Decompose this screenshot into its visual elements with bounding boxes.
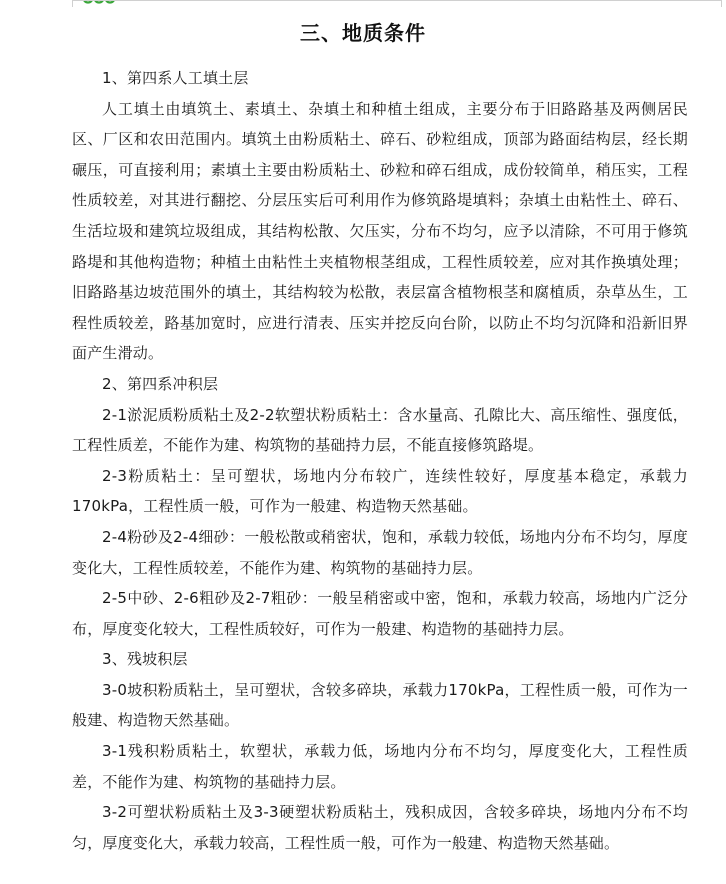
- previous-page-edge: [72, 0, 722, 7]
- paragraph: 2-1淤泥质粉质粘土及2-2软塑状粉质粘土：含水量高、孔隙比大、高压缩性、强度低，工程性质差，不能作为建、构筑物的基础持力层，不能直接修筑路堤。: [72, 405, 688, 455]
- paragraph: 2-4粉砂及2-4细砂：一般松散或稍密状，饱和，承载力较低，场地内分布不均匀，厚度变化大，工程性质较差，不能作为建、构筑物的基础持力层。: [72, 527, 688, 577]
- section-artificial-fill: [72, 63, 688, 369]
- paragraph: 3-1残积粉质粘土，软塑状，承载力低，场地内分布不均匀，厚度变化大，工程性质差，不能作为建、构筑物的基础持力层。: [72, 742, 688, 791]
- section-heading: 2、第四系冲积层: [102, 374, 219, 393]
- paragraph: 2-5中砂、2-6粗砂及2-7粗砂：一般呈稍密或中密，饱和，承载力较高，场地内广泛分布，厚度变化较大，工程性质较好，可作为一般建、构造物的基础持力层。: [72, 589, 688, 638]
- document-body: [72, 63, 688, 858]
- section-heading: 1、第四系人工填土层: [102, 69, 249, 87]
- paragraph: 2-3粉质粘土：呈可塑状，场地内分布较广，连续性较好，厚度基本稳定，承载力170kPa，工程性质一般，可作为一般建、构造物天然基础。: [72, 466, 688, 516]
- paragraph: 人工填土由填筑土、素填土、杂填土和种植土组成，主要分布于旧路路基及两侧居民区、厂区和农田范围内。填筑土由粉质粘土、碎石、砂粒组成，顶部为路面结构层，经长期碾压，可直接利用；素填土主要由粉质粘土、砂粒和碎石组成，成份较简单，稍压实，工程性质较差，对其进行翻挖、分层压实后可利用作为修筑路堤填料；杂填土由粘性土、碎石、生活垃圾和建筑垃圾组成，其结构松散、欠压实，分布不均匀，应予以清除，不可用于修筑路堤和其他构造物；种植土由粘性土夹植物根茎组成，工程性质较差，应对其作换填处理；旧路路基边坡范围外的填土，其结构较为松散，表层富含植物根茎和腐植质，杂草丛生，工程性质较差，路基加宽时，应进行清表、压实并挖反向台阶，以防止不均匀沉降和沿新旧界面产生滑动。: [72, 99, 688, 363]
- section-alluvial: [72, 369, 688, 644]
- paragraph: 3-0坡积粉质粘土，呈可塑状，含较多碎块，承载力170kPa，工程性质一般，可作为一般建、构造物天然基础。: [72, 680, 688, 730]
- page-title: 三、地质条件: [300, 21, 426, 46]
- logo-fragment-icon: [83, 0, 117, 7]
- section-residual-slope: [72, 644, 688, 858]
- paragraph: 3-2可塑状粉质粘土及3-3硬塑状粉质粘土，残积成因，含较多碎块，场地内分布不均匀，厚度变化大，承载力较高，工程性质一般，可作为一般建、构造物天然基础。: [72, 803, 688, 852]
- section-heading: 3、残坡积层: [102, 650, 188, 669]
